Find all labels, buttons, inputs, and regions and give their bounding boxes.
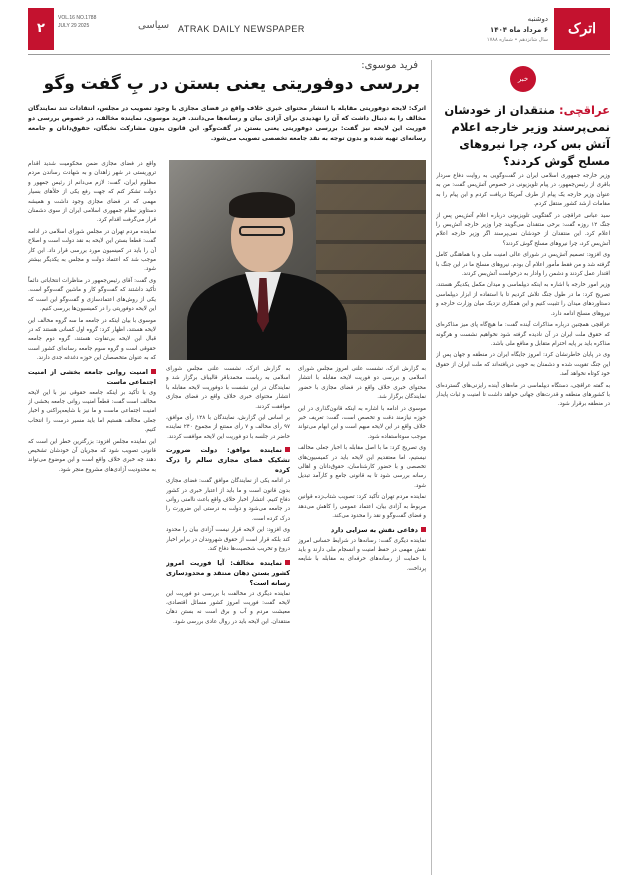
- header-left: [28, 8, 348, 50]
- col3-subheading-text: دفاعی نقش به سزایی دارد: [330, 525, 418, 534]
- issue-date-en: JULY 29 2025: [58, 23, 90, 29]
- photo-hair: [229, 192, 295, 218]
- col1-paragraph: وی با تأکید بر اینکه جامعه حقوقی نیز با این لایحه مخالف است گفت: قطعاً امنیت روانی جامعه بخشی از امنیت اجتماعی ماست و ما نیز با شایعه‌پراکنی و اخبار جعلی مخالف هستیم اما باید مسیر درست را انتخاب کنیم.: [28, 389, 156, 434]
- issue-info: [58, 14, 96, 30]
- col2-paragraph: وی افزود: این لایحه قرار نیست آزادی بیان را محدود کند بلکه قرار است از حقوق شهروندان در برابر اخبار دروغ و تخریب شخصیت‌ها دفاع کند.: [166, 527, 290, 553]
- article-column-1: [28, 160, 156, 870]
- col1-subheading-text: امنیت روانی جامعه بخشی از امنیت اجتماعی ماست: [28, 367, 156, 386]
- side-title[interactable]: [436, 102, 610, 170]
- col2-subheading-text: نماینده موافق: دولت ضرورت تشکیک فضای مجازی سالم را درک کرده: [166, 446, 290, 475]
- side-paragraph: وزیر خارجه جمهوری اسلامی ایران در گفت‌وگویی به روایت دفاع سردار باقری از رئیس‌جمهور، در پیام تلویزیونی در خصوص آتش‌بس گفت: من به عنوان وزیر خارجه یک پیام از طرف آمریکا دریافت کردم و این پیام را به مقامات ارشد کشور منتقل کردم.: [436, 173, 610, 208]
- col3-paragraph: نماینده مردم تهران تأکید کرد: تصویب شتاب‌زده قوانین مربوط به آزادی بیان، اعتماد عمومی را کاهش می‌دهد و فضای گفت‌وگو و نقد را محدود می‌کند.: [298, 494, 426, 520]
- col1-subheading: [28, 367, 156, 387]
- col1-paragraph: نماینده مردم تهران در مجلس شورای اسلامی در ادامه گفت: قطعا بستن این لایحه به نقد دولت است و اصلاح آن را باید در کمیسیون مورد بررسی قرار داد. این کار موجب شد که اعتماد دولت و مجلس به یکدیگر بیشتر شود.: [28, 228, 156, 273]
- side-kicker: عراقچی:: [558, 103, 610, 117]
- side-paragraph: به گفته عراقچی، دستگاه دیپلماسی در ماه‌های آینده رایزنی‌های گسترده‌ای با کشورهای منطقه و قدرت‌های جهانی خواهد داشت تا امنیت و ثبات پایدار در منطقه برقرار شود.: [436, 382, 610, 408]
- newspaper-logo[interactable]: اترک: [554, 8, 610, 50]
- col2-subheading-text: نماینده مخالف: آیا فوریت امروز کشور بستن دهان منتقد و محدودسازی رسانه است؟: [166, 558, 290, 587]
- side-paragraph: وزیر امور خارجه با اشاره به اینکه دیپلماسی و میدان مکمل یکدیگر هستند، تصریح کرد: ما در طول جنگ تلاش کردیم تا با استفاده از ابزار دیپلماسی دستاوردهای میدان را تثبیت کنیم و این همکاری نزدیک میان وزارت خارجه و نیروهای مسلح ادامه دارد.: [436, 282, 610, 317]
- date-block: [478, 14, 548, 45]
- column-divider: [431, 60, 432, 875]
- side-paragraph: وی افزود: تصمیم آتش‌بس در شورای عالی امنیت ملی و با هماهنگی کامل گرفته شد و من فقط مأمور اعلام آن بودم. نیروهای مسلح ما در این جنگ با اقتدار عمل کردند و دشمن را وادار به درخواست آتش‌بس کردند.: [436, 252, 610, 278]
- col2-paragraph: در ادامه یکی از نمایندگان موافق گفت: فضای مجازی بدون قانون است و ما باید از اعتبار خبری در کشور دفاع کنیم. انتشار اخبار خلاف واقع باعث ناامنی روانی در جامعه می‌شود و دولت به درستی این ضرورت را درک کرده است.: [166, 478, 290, 522]
- col3-paragraph: وی تصریح کرد: ما با اصل مقابله با اخبار جعلی مخالف نیستیم، اما معتقدیم این لایحه باید در کمیسیون‌های تخصصی و با حضور کارشناسان، حقوق‌دانان و اهالی رسانه بررسی شود تا به قانونی جامع و کارآمد تبدیل شود.: [298, 445, 426, 489]
- main-kicker: فرید موسوی:: [361, 60, 418, 71]
- date-meta: سال شانزدهم • شماره ۱۷۸۸: [486, 37, 548, 43]
- col2-paragraph: بر اساس این گزارش، نمایندگان با ۱۲۸ رأی موافق، ۹۷ رأی مخالف و ۷ رأی ممتنع از مجموع ۲۴۰ نماینده حاضر در جلسه با دو فوریت این لایحه موافقت کردند.: [166, 415, 290, 440]
- section-name: سیاسی: [138, 20, 170, 31]
- paper-name-en: ATRAK DAILY NEWSPAPER: [178, 24, 305, 34]
- col3-paragraph: به گزارش اترک، نشست علنی امروز مجلس شورای اسلامی و بررسی دو فوریت لایحه مقابله با انتشار محتوای خبری خلاف واقع در فضای مجازی با حضور نمایندگان برگزار شد.: [298, 366, 426, 401]
- square-bullet-icon: [285, 560, 290, 565]
- main-article: [28, 60, 426, 875]
- col2-paragraph: به گزارش اترک، نشست علنی مجلس شورای اسلامی به ریاست محمدباقر قالیباف برگزار شد و نمایندگان در این نشست با دوفوریت لایحه مقابله با انتشار محتوای خبری خلاف واقع در فضای مجازی موافقت کردند.: [166, 366, 290, 410]
- date-fa: ۶ مرداد ماه ۱۴۰۴: [489, 26, 548, 34]
- side-paragraph: سید عباس عراقچی در گفتگویی تلویزیونی درباره اعلام آتش‌بس پس از جنگ ۱۲ روزه گفت: برخی منتقدان می‌گویند چرا وزیر خارجه آتش‌بس را اعلام کرد. این منتقدان از خودشان نمی‌پرسند اگر وزیر خارجه اعلام آتش‌بس کرد، چرا نیروهای مسلح گوش کردند؟: [436, 212, 610, 247]
- col3-paragraph: موسوی در ادامه با اشاره به اینکه قانون‌گذاری در این حوزه نیازمند دقت و تخصص است، گفت: تعریف خبر خلاف واقع در این لایحه مبهم است و این ابهام می‌تواند موجب سوءاستفاده شود.: [298, 405, 426, 440]
- news-badge: خبر: [510, 66, 536, 92]
- col1-paragraph: موسوی با بیان اینکه در جامعه ما سه گروه مخالف این لایحه هستند، اظهار کرد: گروه اول کسانی هستند که در قبال این لایحه بی‌تفاوت هستند، گروه دوم جامعه حقوقی است و گروه سوم جامعه رسانه‌ای کشور است که به عنوان متخصصان این حوزه دغدغه جدی دارند.: [28, 317, 156, 362]
- col1-paragraph: واقع در فضای مجازی ضمن محکومیت شدید اقدام تروریستی در شهر زاهدان و به شهادت رساندن مردم مظلوم ایران، گفت: لازم می‌دانم از رئیس جمهور و دولت تشکر کنم که جهت رفع یکی از خلأهای بسیار مهمی که در فضای مجازی وجود داشت و همیشه دستاویز نظام جمهوری اسلامی ایران از سوی دشمنان قرار می‌گرفت اقدام کرد.: [28, 161, 156, 224]
- square-bullet-icon: [285, 447, 290, 452]
- side-paragraph: وی در پایان خاطرنشان کرد: امروز جایگاه ایران در منطقه و جهان پس از این جنگ تقویت شده و دشمنان به خوبی دریافته‌اند که ملت ایران از حقوق خود کوتاه نخواهد آمد.: [436, 352, 610, 378]
- article-photo: [169, 160, 426, 360]
- main-lead: اترک: لایحه دوفوریتی مقابله با انتشار محتوای خبری خلاف واقع در فضای مجازی با وجود تصویب در مجلس، انتقادات تند نمایندگان مخالف را به دنبال داشت که آن را تهدیدی برای آزادی بیان و رسانه‌ها می‌دانند. فرید موسوی، نماینده مخالف، در خصوص بررسی دو فوریت این لایحه نیز گفت: بررسی دوفوریتی یعنی بستن در گفت‌وگو. این قانون بدون مشارکت نخبگان، حقوق‌دانان و جامعه رسانه‌ای تهیه شده و بدون توجه به نقد جامعه تخصصی تصویب می‌شود.: [28, 105, 426, 142]
- col3-subheading: [298, 525, 426, 535]
- side-paragraph: عراقچی همچنین درباره مذاکرات آینده گفت: ما هیچ‌گاه پای میز مذاکره‌ای که حقوق ملت ایران در آن نادیده گرفته شود نخواهیم نشست و هرگونه مذاکره باید بر پایه احترام متقابل و منافع ملی باشد.: [436, 322, 610, 347]
- side-title-text: منتقدان از خودشان نمی‌پرسند وزیر خارجه اعلام آتش بس کرد، چرا نیروهای مسلح گوش کردند؟: [444, 103, 610, 168]
- article-column-3: [298, 365, 426, 870]
- issue-volume: VOL.16 NO.1788: [58, 15, 97, 21]
- date-day: دوشنبه: [527, 15, 548, 23]
- col2-paragraph: نماینده دیگری در مخالفت با بررسی دو فوریت این لایحه گفت: فوریت امروز کشور مسائل اقتصادی، معیشت مردم و آب و برق است نه بستن دهان منتقدان. این لایحه باید در روال عادی بررسی شود.: [166, 590, 290, 625]
- photo-glasses: [239, 226, 285, 236]
- col2-subheading: [166, 558, 290, 588]
- main-title[interactable]: بررسی دوفوریتی یعنی بستن در بِ گفت وگو: [43, 74, 420, 94]
- col1-paragraph: وی گفت: آقای رئیس‌جمهور در مناظرات انتخاباتی دائماً تأکید داشتند که گفت‌وگو کار و ماشین گفت‌وگو است. یکی از روش‌های اعتمادسازی و گفت‌وگو این است که این لایحه دوفوریتی را در کمیسیون‌ها بررسی کنیم.: [28, 277, 156, 313]
- col2-subheading: [166, 445, 290, 475]
- square-bullet-icon: [151, 369, 156, 374]
- side-body: [436, 172, 610, 872]
- side-article: [436, 60, 610, 875]
- page-number-badge: ۲: [28, 8, 54, 50]
- page-header: [28, 8, 610, 50]
- col1-paragraph: این نماینده مجلس افزود: بزرگترین خطر این است که قانونی تصویب شود که مجریان آن خودشان تشخیص دهند چه خبری خلاف واقع است و این موضوع می‌تواند به محدودیت آزادی‌های مشروع منجر شود.: [28, 438, 156, 473]
- header-divider: [28, 54, 610, 55]
- square-bullet-icon: [421, 527, 426, 532]
- col3-paragraph: نماینده دیگری گفت: رسانه‌ها در شرایط حساس امروز نقش مهمی در حفظ امنیت و انسجام ملی دارند و باید با حمایت از رسانه‌های حرفه‌ای به مقابله با شایعه پرداخت.: [298, 537, 426, 572]
- article-column-2: [166, 365, 290, 870]
